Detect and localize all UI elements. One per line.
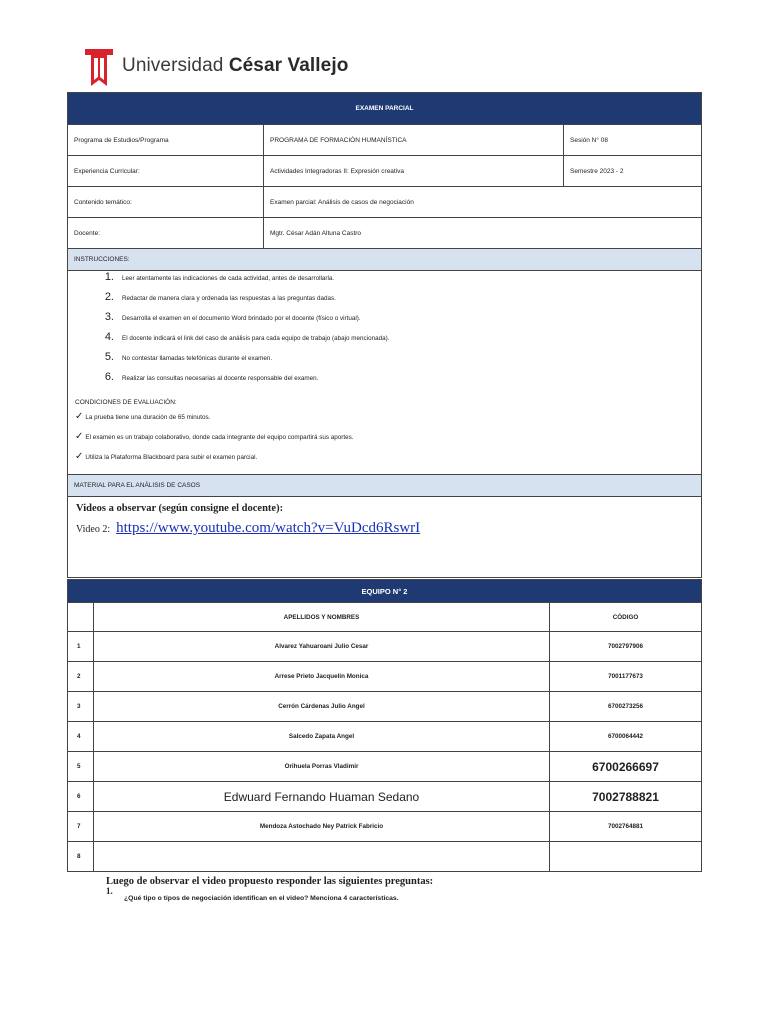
code-header: CÓDIGO [550,603,702,632]
teacher-label: Docente: [68,218,264,249]
question-number: 1. [106,886,113,896]
team-title: EQUIPO N° 2 [68,580,702,603]
ucv-shield-icon [84,46,114,86]
list-item: 3. Desarrolla el examen en el documento Word brindado por el docente (físico o virtual). [104,311,361,323]
videos-title: Videos a observar (según consigne el docente): [76,503,284,514]
condition-item: ✓ El examen es un trabajo colaborativo, donde cada integrante del equipo compartirá sus aportes. [75,431,354,442]
table-row: 4 Salcedo Zapata Angel 6700064442 [68,722,702,752]
table-row: 8 [68,842,702,872]
video-link[interactable]: https://www.youtube.com/watch?v=VuDcd6RswrI [116,520,421,536]
conditions-title: CONDICIONES DE EVALUACIÓN: [75,399,177,406]
instructions-list [68,271,701,391]
list-item: 6. Realizar las consultas necesarias al docente responsable del examen. [104,371,319,383]
session-number: Sesión N° 08 [564,125,702,156]
university-name: Universidad César Vallejo [122,55,349,76]
table-row: 2 Arrese Prieto Jacquelin Monica 7001177673 [68,662,702,692]
names-header: APELLIDOS Y NOMBRES [94,603,550,632]
table-row: 1 Alvarez Yahuaroani Julio Cesar 7002797906 [68,632,702,662]
material-title: MATERIAL PARA EL ANÁLISIS DE CASOS [68,475,702,497]
index-header [68,603,94,632]
table-row: 7 Mendoza Astochado Ney Patrick Fabricio 7002764881 [68,812,702,842]
videos-cell [68,497,702,578]
questions-title: Luego de observar el video propuesto responder las siguientes preguntas: [106,876,434,887]
condition-item: ✓ La prueba tiene una duración de 65 minutos. [75,411,211,422]
semester-value: Semestre 2023 - 2 [564,156,702,187]
team-table [67,579,701,872]
list-item: 1. Leer atentamente las indicaciones de cada actividad, antes de desarrollarla. [104,271,335,283]
list-item: 4. El docente indicará el link del caso de análisis para cada equipo de trabajo (abajo mencionada). [104,331,390,343]
course-label: Experiencia Curricular: [68,156,264,187]
course-value: Actividades Integradoras II: Expresión creativa [264,156,564,187]
exam-title: EXAMEN PARCIAL [68,93,702,125]
content-label: Contenido temático: [68,187,264,218]
instructions-title: INSTRUCCIONES: [68,249,702,271]
table-row: 5 Orihuela Porras Vladimir 6700266697 [68,752,702,782]
content-value: Examen parcial: Análisis de casos de negociación [264,187,702,218]
questions-section [106,876,433,902]
video-label: Video 2: [76,524,111,535]
list-item: 2. Redactar de manera clara y ordenada las respuestas a las preguntas dadas. [104,291,336,303]
teacher-value: Mgtr. César Adán Altuna Castro [264,218,702,249]
condition-item: ✓ Utiliza la Plataforma Blackboard para subir el examen parcial. [75,451,258,462]
list-item: 5. No contestar llamadas telefónicas durante el examen. [104,351,273,363]
question-text: ¿Qué tipo o tipos de negociación identifican en el video? Menciona 4 características. [124,895,399,902]
university-logo [84,44,348,88]
checkmark-icon: ✓ [75,431,84,442]
checkmark-icon: ✓ [75,411,84,422]
checkmark-icon: ✓ [75,451,84,462]
program-value: PROGRAMA DE FORMACIÓN HUMANÍSTICA [264,125,564,156]
instructions-cell [68,271,702,475]
program-label: Programa de Estudios/Programa [68,125,264,156]
table-row: 6 Edwuard Fernando Huaman Sedano 7002788821 [68,782,702,812]
exam-info-table [67,92,701,578]
table-row: 3 Cerrón Cárdenas Julio Angel 6700273256 [68,692,702,722]
